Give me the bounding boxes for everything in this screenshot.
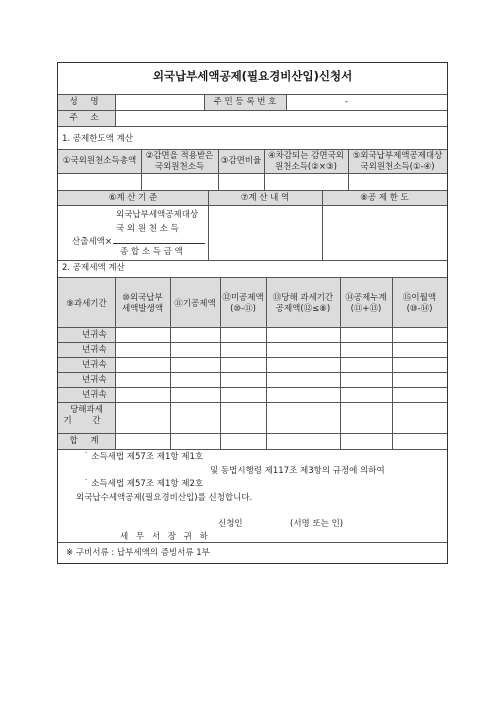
period-header: ⑨과세기간 <box>66 299 107 309</box>
col-4-header: ④차감되는 감면국외 원천소득(②×③) <box>267 151 344 172</box>
address-field[interactable] <box>116 111 446 126</box>
carryover-header: ⑮이월액 (⑩-⑭) <box>402 293 437 314</box>
declaration-line-3: ˙ 소득세법 제57조 제1항 제2호 <box>84 479 204 489</box>
current-period-label: 당해과세 기 간 <box>63 405 110 426</box>
formula-numerator-1: 외국납부세액공제대상 <box>116 210 199 220</box>
recipient-label: 세 무 서 장 귀 하 <box>120 532 208 542</box>
signature-field[interactable]: (서명 또는 인) <box>290 519 344 529</box>
address-label: 주 소 <box>69 113 104 123</box>
foreign-tax-header: ⑩외국납부 세액발생액 <box>121 293 164 314</box>
total-label: 합 계 <box>69 436 104 446</box>
section2-heading: 2. 공제세액 계산 <box>62 263 125 273</box>
deduction-limit-header: ⑧공 제 한 도 <box>360 193 409 203</box>
attachment-note: ※ 구비서류 : 납부세액의 증빙서류 1부 <box>66 548 210 558</box>
formula-numerator-2: 국 외 원 천 소 득 <box>116 224 179 234</box>
form-title: 외국납부세액공제(필요경비산입)신청서 <box>152 69 353 83</box>
year-row-label: 년귀속 <box>82 390 107 400</box>
declaration-line-2: 및 동법시행령 제117조 제3항의 규정에 의하여 <box>210 466 385 476</box>
calc-detail-header: ⑦계 산 내 역 <box>240 193 290 203</box>
year-row-label: 년귀속 <box>82 345 107 355</box>
cumulative-header: ⑭공제누계 (⑪+⑬) <box>345 293 387 314</box>
col-5-header: ⑤외국납부제액공제대상 국외원천소득(①-④) <box>352 151 443 172</box>
fraction-bar <box>113 243 205 244</box>
year-row-label: 년귀속 <box>82 360 107 370</box>
application-form <box>57 62 448 564</box>
rrn-dash: - <box>345 97 349 107</box>
name-field[interactable] <box>116 95 203 110</box>
rrn-label: 주 민 등 록 번 호 <box>213 97 277 107</box>
section1-heading: 1. 공제한도액 계산 <box>62 134 133 144</box>
col-2-header: ②감면을 적용받은 국외원천소득 <box>145 151 214 172</box>
col-3-header: ③감면비율 <box>220 156 262 166</box>
formula-prefix: 산출세액× <box>72 237 112 247</box>
col-1-header: ①국외원천소득총액 <box>62 156 137 166</box>
formula-denominator: 종 합 소 득 금 액 <box>120 247 183 257</box>
name-label: 성 명 <box>69 97 104 107</box>
year-row-label: 년귀속 <box>82 330 107 340</box>
rrn-field[interactable] <box>287 95 446 110</box>
declaration-line-1: ˙ 소득세법 제57조 제1항 제1호 <box>84 452 204 462</box>
calc-basis-header: ⑥계 산 기 준 <box>108 193 158 203</box>
current-deduction-header: ⑬당해 과세기간 공제액(⑫≤⑧) <box>272 293 334 314</box>
year-row-label: 년귀속 <box>82 375 107 385</box>
applicant-label: 신청인 <box>218 519 243 529</box>
undeducted-header: ⑫미공제액 (⑩-⑪) <box>222 293 264 314</box>
prior-deduction-header: ⑪기공제액 <box>174 299 216 309</box>
declaration-line-4: 외국납수세액공제(필요경비산입)를 신청합니다. <box>76 493 253 503</box>
